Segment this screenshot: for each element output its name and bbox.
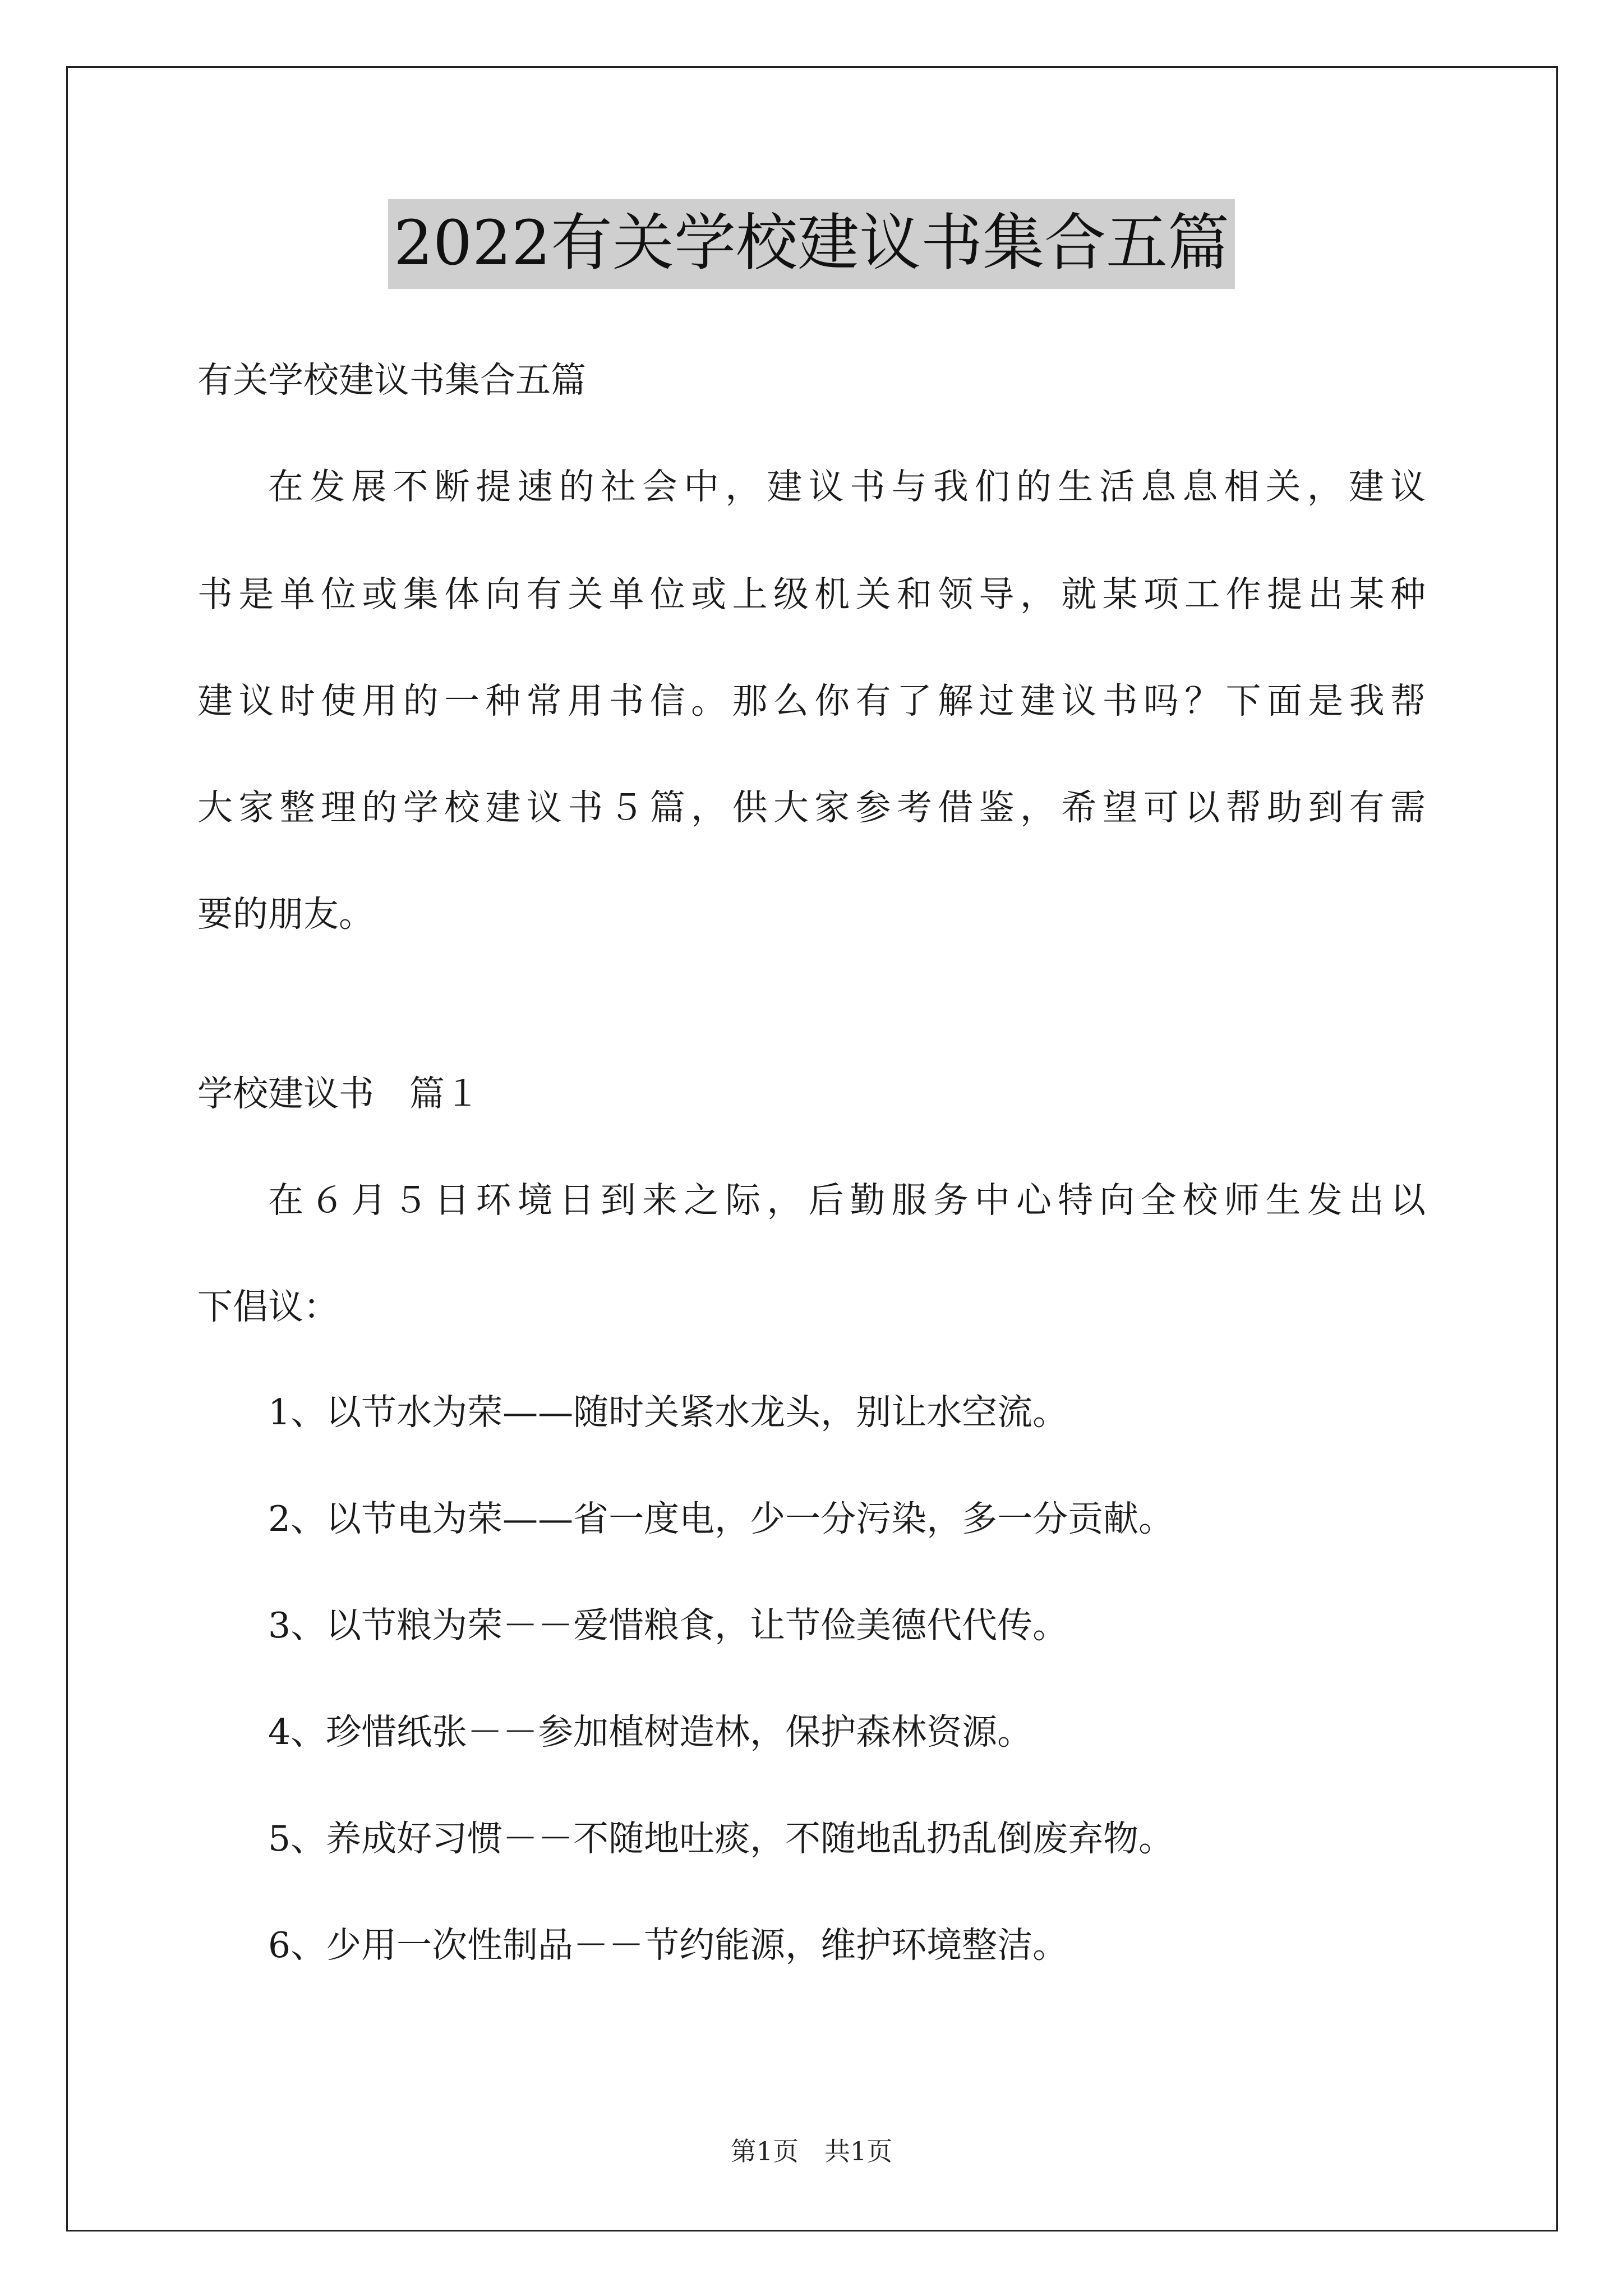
title-container	[0, 199, 1623, 289]
page-number: 第1页	[730, 2136, 799, 2166]
section-intro-line-1: 在６月５日环境日到来之际，后勤服务中心特向全校师生发出以	[268, 1180, 1426, 1221]
intro-line-3: 建议时使用的一种常用书信。那么你有了解过建议书吗？下面是我帮	[197, 680, 1426, 721]
section-heading: 学校建议书 篇１	[197, 1073, 480, 1114]
intro-line-4: 大家整理的学校建议书５篇，供大家参考借鉴，希望可以帮助到有需	[197, 787, 1426, 828]
intro-line-2: 书是单位或集体向有关单位或上级机关和领导，就某项工作提出某种	[197, 574, 1426, 615]
page-total: 共1页	[824, 2136, 893, 2166]
intro-line-1: 在发展不断提速的社会中，建议书与我们的生活息息相关，建议	[268, 466, 1426, 507]
document-subtitle: 有关学校建议书集合五篇	[197, 360, 586, 401]
list-item: 5、养成好习惯－－不随地吐痰，不随地乱扔乱倒废弃物。	[268, 1818, 1174, 1859]
list-item: 1、以节水为荣——随时关紧水龙头，别让水空流。	[268, 1392, 1068, 1433]
list-item: 3、以节粮为荣－－爱惜粮食，让节俭美德代代传。	[268, 1605, 1068, 1646]
document-title: 2022有关学校建议书集合五篇	[388, 199, 1235, 289]
section-intro-line-2: 下倡议：	[197, 1286, 339, 1327]
list-item: 4、珍惜纸张－－参加植树造林，保护森林资源。	[268, 1711, 1033, 1752]
list-item: 6、少用一次性制品－－节约能源，维护环境整洁。	[268, 1925, 1068, 1966]
intro-line-5: 要的朋友。	[197, 894, 374, 935]
page-footer	[0, 2134, 1623, 2168]
list-item: 2、以节电为荣——省一度电，少一分污染，多一分贡献。	[268, 1498, 1174, 1539]
